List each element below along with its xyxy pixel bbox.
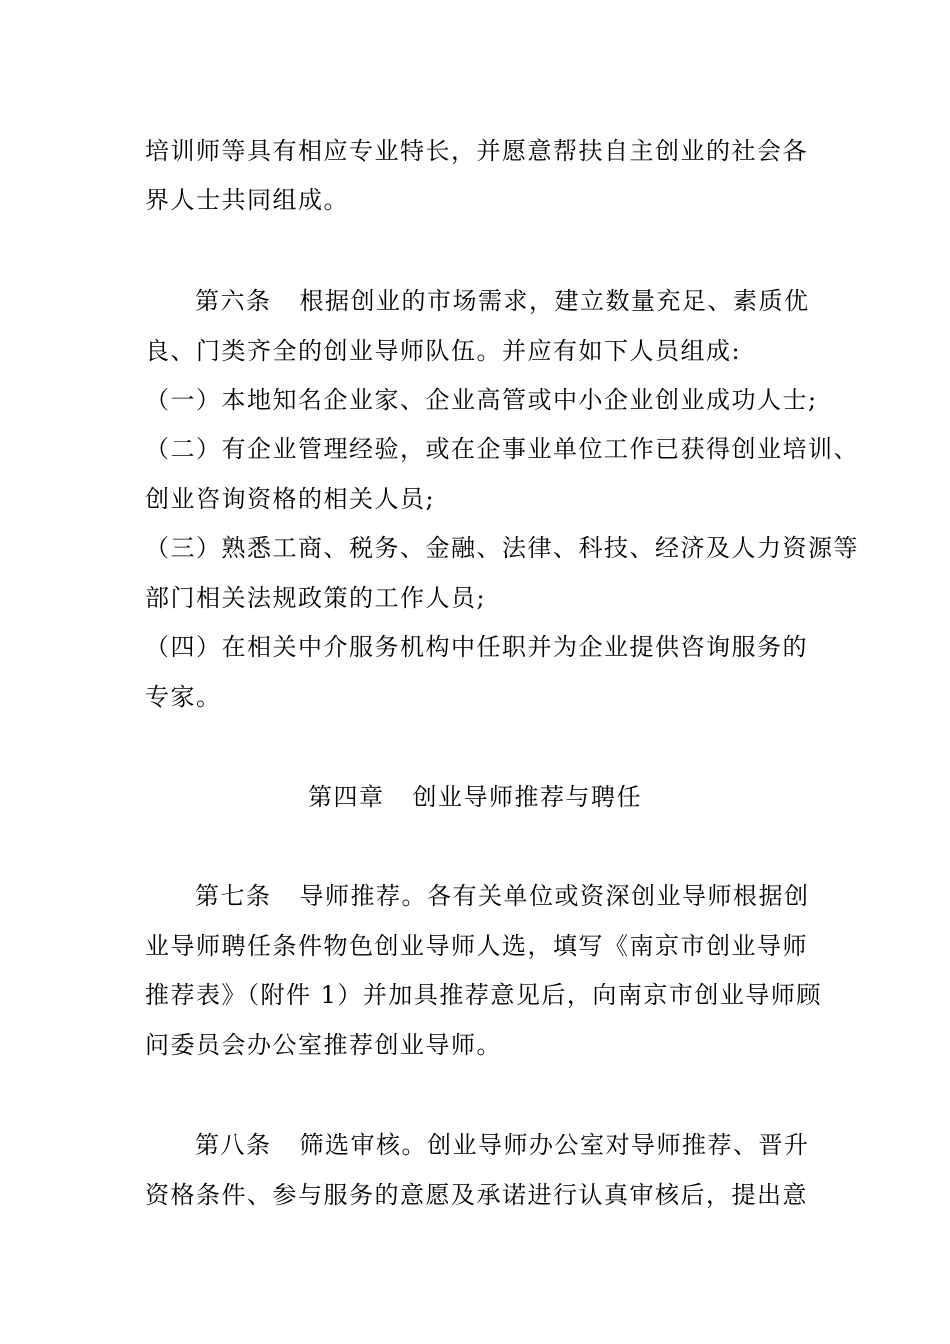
article-6-item-2-cont: 创业咨询资格的相关人员; — [145, 485, 436, 513]
article-7-line-2: 业导师聘任条件物色创业导师人选，填写《南京市创业导师 — [145, 932, 808, 960]
article-7-label: 第七条 — [195, 882, 272, 910]
article-7-line-3: 推荐表》（附件 1）并加具推荐意见后，向南京市创业导师顾 — [145, 981, 822, 1009]
chapter-4-title: 创业导师推荐与聘任 — [412, 783, 642, 811]
chapter-4-heading — [0, 782, 950, 812]
article-6-item-2: （二）有企业管理经验，或在企事业单位工作已获得创业培训、 — [145, 435, 859, 463]
chapter-4-label: 第四章 — [308, 783, 385, 811]
article-6-item-3-cont: 部门相关法规政策的工作人员; — [145, 584, 487, 612]
article-6-item-4: （四）在相关中介服务机构中任职并为企业提供咨询服务的 — [145, 633, 808, 661]
article-6-label: 第六条 — [195, 287, 272, 315]
article-6-item-3: （三）熟悉工商、税务、金融、法律、科技、经济及人力资源等 — [145, 534, 859, 562]
article-6-item-4-cont: 专家。 — [145, 683, 222, 711]
article-7-line-1 — [195, 881, 810, 911]
article-8-label: 第八条 — [195, 1131, 272, 1159]
article-6-line-1 — [195, 286, 810, 316]
intro-line-2: 界人士共同组成。 — [145, 186, 349, 214]
article-7-line-4: 问委员会办公室推荐创业导师。 — [145, 1031, 502, 1059]
article-6-line-2: 良、门类齐全的创业导师队伍。并应有如下人员组成: — [145, 337, 742, 365]
article-6-text: 根据创业的市场需求，建立数量充足、素质优 — [299, 287, 810, 315]
article-8-line-2: 资格条件、参与服务的意愿及承诺进行认真审核后，提出意 — [145, 1181, 808, 1209]
article-6-item-1: （一）本地知名企业家、企业高管或中小企业创业成功人士; — [145, 386, 818, 414]
intro-line-1: 培训师等具有相应专业特长，并愿意帮扶自主创业的社会各 — [145, 137, 808, 165]
article-7-text: 导师推荐。各有关单位或资深创业导师根据创 — [299, 882, 810, 910]
article-8-line-1 — [195, 1130, 810, 1160]
article-8-text: 筛选审核。创业导师办公室对导师推荐、晋升 — [299, 1131, 810, 1159]
